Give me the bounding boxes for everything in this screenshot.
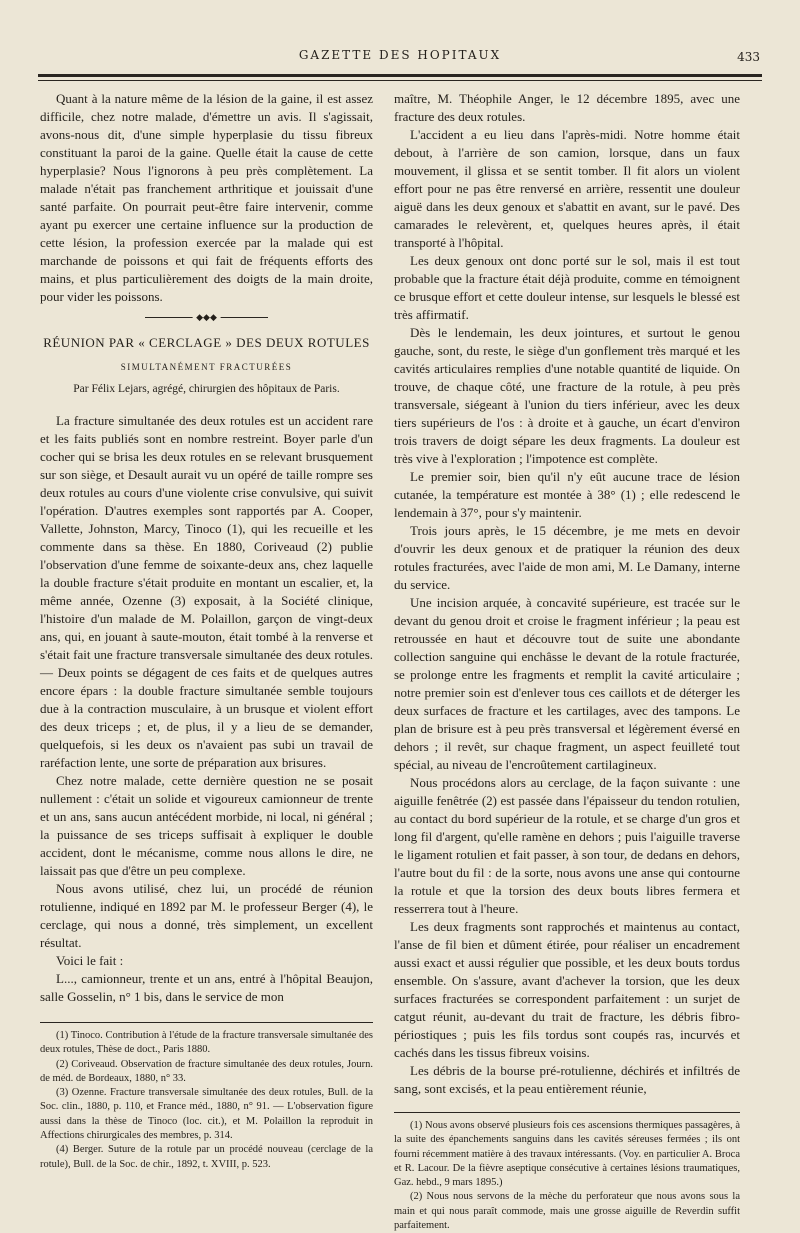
paragraph: La fracture simultanée des deux rotules est un accident rare et les faits publiés sont en nombre restreint. Boyer parle d'un cocher qui se brisa les deux rotules en se relevant brusquement sur son siège, et Desault aurait vu un opéré de taille rompre ses deux rotules au cours d'une violente crise convulsive, qui suivit l'opération. D'autres exemples sont rapportés par A. Cooper, Vallette, Johnston, Marcy, Tinoco (1), qui les recueille et les commente dans sa thèse. En 1880, Coriveaud (2) publie l'observation d'une femme de soixante-deux ans, chez laquelle la double fracture s'était produite en montant un escalier, et, la même année, Ozenne (3) exposait, à la Société clinique, l'histoire d'un malade de M. Polaillon, garçon de vingt-deux ans, qui, en jouant à saute-mouton, était tombé à la renverse et s'était fait une fracture transversale simultanée des deux rotules. — Deux points se dégagent de ces faits et de quelques autres encore épars : la double fracture simultanée semble toujours due à la contraction musculaire, à un brusque et violent effort des deux triceps ; et, de plus, il y a lieu de se demander, quelquefois, si les deux os n'avaient pas subi un travail de raréfaction lente, une sorte de préparation aux brisures. (40, 413, 373, 770)
divider-ornament: ◆◆◆ (192, 312, 221, 323)
article-title: RÉUNION PAR « CERCLAGE » DES DEUX ROTULES (43, 335, 370, 350)
paragraph: Chez notre malade, cette dernière question ne se posait nullement : c'était un solide et vigoureux camionneur de trente et un ans, sans aucun antécédent morbide, ni local, ni général ; la puissance de ses triceps suffisait à expliquer le double accident, dont le mécanisme, comme nous allons le dire, ne laissait pas que d'être un peu complexe. (40, 773, 373, 878)
header-rule-thick (38, 74, 762, 77)
footnote: (1) Nous avons observé plusieurs fois ces ascensions thermiques passagères, à la suite des épanchements sanguins dans les cavités séreuses fermées ; ils ont fourni récemment matière à des travaux intéressants. (Voy. en particulier A. Broca et R. Lacour. De la fièvre aseptique consécutive à certaines lésions traumatiques, Gaz. hebd., 9 mars 1895.) (394, 1120, 740, 1189)
footnote: (2) Coriveaud. Observation de fracture simultanée des deux rotules, Journ. de méd. de Bordeaux, 1880, n° 33. (40, 1058, 373, 1084)
paragraph: Les deux fragments sont rapprochés et maintenus au contact, l'anse de fil bien et dûment étirée, pour réaliser un encadrement aussi exact et aussi régulier que possible, et les deux bouts tordus ensemble. On s'assure, avant d'achever la torsion, que les deux surfaces fracturées se correspondent parfaitement : un surjet de catgut réunit, au-devant du trait de fracture, les débris fibro-périostiques ; puis les fils tordus sont coupés ras, incurvés et cachés dans les tissus fibreux voisins. (394, 919, 740, 1060)
header-rule-thin (38, 80, 762, 81)
paragraph: Nous procédons alors au cerclage, de la façon suivante : une aiguille fenêtrée (2) est passée dans l'épaisseur du tendon rotulien, au contact du bord supérieur de la rotule, et se charge d'un gros et long fil d'argent, qu'elle ramène en dehors ; puis l'aiguille traverse le ligament rotulien et fait passer, à son tour, de dedans en dehors, l'autre bout du fil : de la sorte, nous avons une anse qui contourne la rotule et que la torsion des deux bouts libres fermera et resserrera tout à l'heure. (394, 775, 740, 916)
paragraph: maître, M. Théophile Anger, le 12 décembre 1895, avec une fracture des deux rotules. (394, 91, 740, 124)
page-number: 433 (737, 50, 760, 64)
footnote: (2) Nous nous servons de la mèche du perforateur que nous avons sous la main et qui nous paraît commode, mais une grosse aiguille de Reverdin suffit parfaitement. (394, 1191, 740, 1232)
left-column (40, 90, 373, 1172)
right-column (394, 90, 740, 1233)
paragraph: Une incision arquée, à concavité supérieure, est tracée sur le devant du genou droit et croise le fragment inférieur ; la peau est retroussée en haut et découvre tout de suite une abondante collection sanguine qui enchâsse le devant de la rotule fracturée, se prolonge entre les fragments et remplit la cavité articulaire ; notre premier soin est d'enlever tous ces caillots et de déterger les deux surfaces de fracture et les cartilages, avec des tampons. Le plan de brisure est à peu près transversal et légèrement éversé en dehors ; il revêt, sur chaque fragment, un aspect feuilleté tout spécial, au niveau de l'encroûtement cartilagineux. (394, 595, 740, 772)
paragraph: Quant à la nature même de la lésion de la gaine, il est assez difficile, chez notre malade, d'émettre un avis. Il s'agissait, avons-nous dit, d'une simple hyperplasie du tissu fibreux constituant la paroi de la gaine. Quelle était la cause de cette hyperplasie? Nous l'ignorons à peu près complètement. La malade n'était pas franchement arthritique et jouissait d'une santé parfaite. On pourrait peut-être faire intervenir, comme ayant pu exercer une certaine influence sur la production de cette lésion, la profession exercée par la malade qui est marchande de poissons et qui fait de fréquents efforts des mains, et plus particulièrement des doigts de la main droite, pour vider les poissons. (40, 91, 373, 304)
paragraph: L'accident a eu lieu dans l'après-midi. Notre homme était debout, à l'arrière de son camion, lorsque, dans un faux mouvement, il glissa et se sentit tomber. Il fit alors un violent effort pour ne pas être renversé en arrière, ressentit une douleur aiguë dans les deux genoux et s'abattit en avant, sur le pavé. Des camarades le relevèrent, et, quelques heures après, il était transporté à l'hôpital. (394, 127, 740, 250)
article-subtitle: SIMULTANÉMENT FRACTURÉES (120, 362, 293, 372)
footnote: (4) Berger. Suture de la rotule par un procédé nouveau (cerclage de la rotule), Bull. de la Soc. de chir., 1892, t. XVIII, p. 523. (40, 1144, 373, 1170)
running-title: GAZETTE DES HOPITAUX (298, 48, 502, 62)
paragraph: Trois jours après, le 15 décembre, je me mets en devoir d'ouvrir les deux genoux et de pratiquer la réunion des deux rotules fracturées, avec l'aide de mon ami, M. Le Damany, interne du service. (394, 523, 740, 592)
section-divider (40, 312, 373, 324)
paragraph: Les débris de la bourse pré-rotulienne, déchirés et infiltrés de sang, sont excisés, et la peau entièrement réunie, (394, 1063, 740, 1096)
paragraph: L..., camionneur, trente et un ans, entré à l'hôpital Beaujon, salle Gosselin, n° 1 bis, dans le service de mon (40, 971, 373, 1004)
page-header (40, 46, 760, 66)
footnote: (3) Ozenne. Fracture transversale simultanée des deux rotules, Bull. de la Soc. clin., 1880, p. 110, et France méd., 1880, n° 91. — L'observation figure aussi dans la thèse de Tinoco (loc. cit.), et M. Polaillon la reproduit in Affections chirurgicales des membres, p. 314. (40, 1087, 373, 1142)
paragraph: Dès le lendemain, les deux jointures, et surtout le genou gauche, sont, du reste, le siège d'un gonflement très marqué et les cavités articulaires remplies d'une notable quantité de liquide. On trouve, de chaque côté, une fracture de la rotule, à peu près transversale, siégeant à l'union du tiers inférieur, avec les deux tiers supérieurs de l'os : à droite et à gauche, un écart d'environ trois travers de doigt sépare les deux fragments. La douleur est très vive à l'exploration ; l'impotence est complète. (394, 325, 740, 466)
paragraph: Voici le fait : (56, 953, 124, 968)
footnote-rule (40, 1022, 373, 1023)
paragraph: Le premier soir, bien qu'il n'y eût aucune trace de lésion cutanée, la température est montée à 38° (1) ; elle redescend le lendemain à 37°, pour s'y maintenir. (394, 469, 740, 520)
article-author: Par Félix Lejars, agrégé, chirurgien des hôpitaux de Paris. (73, 383, 340, 395)
paragraph: Les deux genoux ont donc porté sur le sol, mais il est tout probable que la fracture était déjà produite, comme en témoignent ce brusque effort et cette douleur intense, sur lesquels le blessé est très affirmatif. (394, 253, 740, 322)
paragraph: Nous avons utilisé, chez lui, un procédé de réunion rotulienne, indiqué en 1892 par M. le professeur Berger (4), le cerclage, qui nous a donné, très simplement, un excellent résultat. (40, 881, 373, 950)
footnote-rule (394, 1112, 740, 1113)
footnote: (1) Tinoco. Contribution à l'étude de la fracture transversale simultanée des deux rotules, Thèse de doct., Paris 1880. (40, 1030, 373, 1056)
